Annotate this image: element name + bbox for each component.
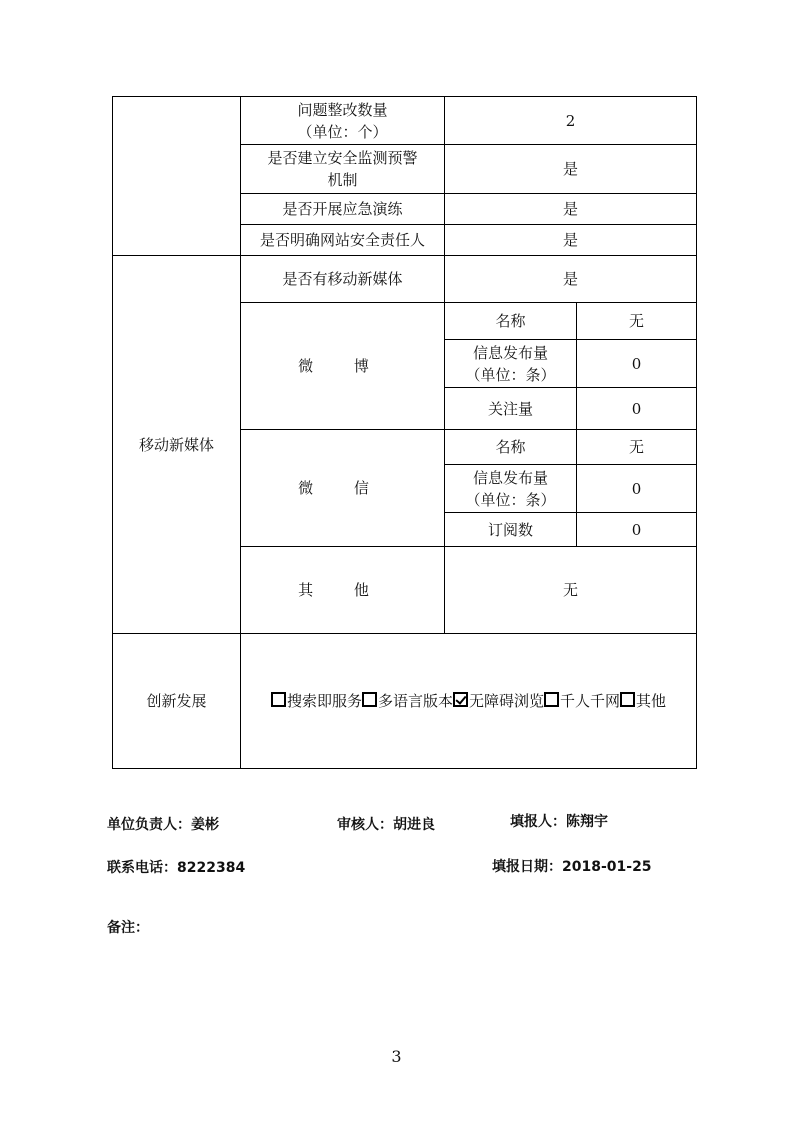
section-mobile-media: 移动新媒体 [113, 256, 241, 634]
wechat-publish-value: 0 [577, 465, 697, 513]
fill-date: 填报日期：2018-01-25 [492, 859, 652, 875]
option-personalized: 千人千网 [560, 692, 621, 710]
option-other: 其他 [636, 692, 667, 710]
contact-phone: 联系电话：8222384 [107, 860, 246, 876]
value-has-mobile-media: 是 [445, 256, 697, 303]
value-emergency-drill: 是 [445, 194, 697, 225]
page-number: 3 [391, 1047, 402, 1066]
option-multilingual: 多语言版本 [377, 692, 453, 710]
option-search-service: 搜索即服务 [286, 692, 362, 710]
wechat-publish-label: 信息发布量 （单位：条） [445, 465, 577, 513]
label-has-mobile-media: 是否有移动新媒体 [241, 256, 445, 303]
weibo-follow-value: 0 [577, 388, 697, 430]
checkbox-search-service[interactable] [271, 692, 286, 707]
reviewer-name: 审核人：胡进良 [337, 817, 435, 833]
checkbox-multilingual[interactable] [362, 692, 377, 707]
label-monitoring-mechanism: 是否建立安全监测预警 机制 [241, 145, 445, 194]
label-other-media: 其 他 [241, 547, 445, 634]
wechat-name-value: 无 [577, 430, 697, 465]
section-innovation: 创新发展 [113, 634, 241, 769]
innovation-options [241, 634, 697, 769]
wechat-subscribe-value: 0 [577, 513, 697, 547]
value-other-media: 无 [445, 547, 697, 634]
label-weibo: 微 博 [241, 303, 445, 430]
weibo-follow-label: 关注量 [445, 388, 577, 430]
value-monitoring-mechanism: 是 [445, 145, 697, 194]
checkbox-personalized[interactable] [544, 692, 559, 707]
checkbox-other[interactable] [620, 692, 635, 707]
filler-name: 填报人：陈翔宇 [510, 814, 608, 830]
section-cell-security [113, 97, 241, 256]
report-table [112, 96, 697, 769]
wechat-subscribe-label: 订阅数 [445, 513, 577, 547]
wechat-name-label: 名称 [445, 430, 577, 465]
remark-label: 备注： [107, 920, 149, 936]
label-issue-count: 问题整改数量 （单位：个） [241, 97, 445, 145]
innovation-checklist [271, 692, 666, 710]
weibo-publish-label: 信息发布量 （单位：条） [445, 340, 577, 388]
label-wechat: 微 信 [241, 430, 445, 547]
weibo-publish-value: 0 [577, 340, 697, 388]
weibo-name-value: 无 [577, 303, 697, 340]
label-security-owner: 是否明确网站安全责任人 [241, 225, 445, 256]
value-issue-count: 2 [445, 97, 697, 145]
checkbox-accessibility[interactable] [453, 692, 468, 707]
weibo-name-label: 名称 [445, 303, 577, 340]
option-accessibility: 无障碍浏览 [469, 692, 545, 710]
leader-name: 单位负责人：姜彬 [107, 817, 219, 833]
label-emergency-drill: 是否开展应急演练 [241, 194, 445, 225]
value-security-owner: 是 [445, 225, 697, 256]
